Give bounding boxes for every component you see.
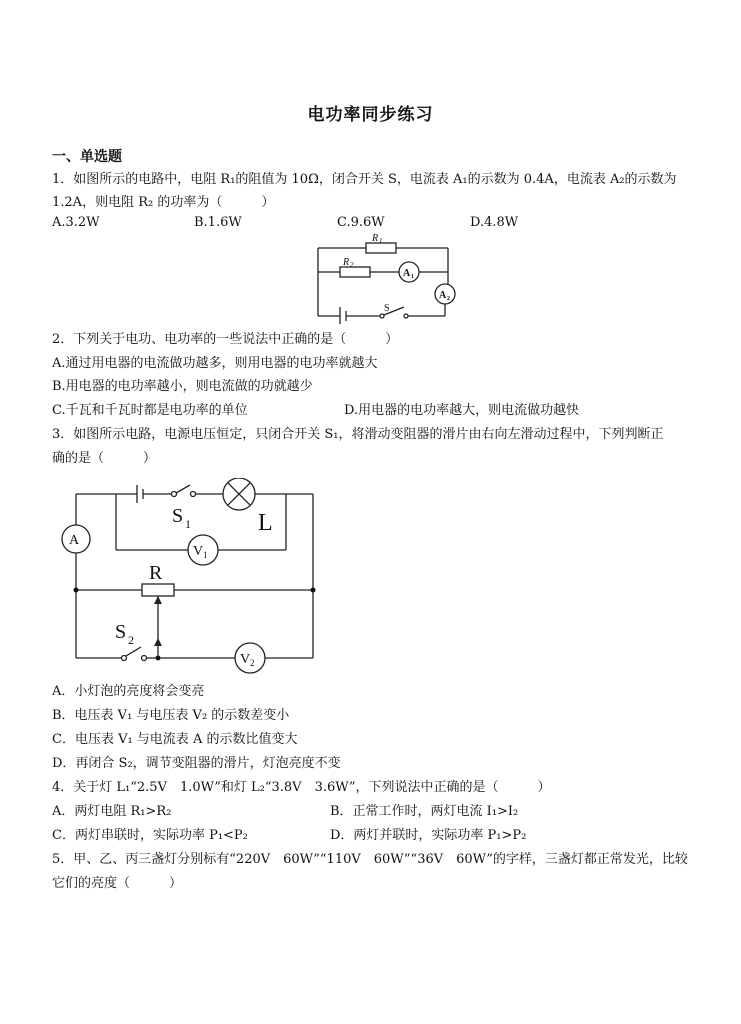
- q1-stem-line1: 1．如图所示的电路中，电阻 R₁的阻值为 10Ω，闭合开关 S，电流表 A₁的示数为 0.4A，电流表 A₂的示数为: [52, 172, 677, 187]
- q1-option-b: B.1.6W: [194, 215, 242, 230]
- q1-label-r2-sub: 2: [350, 261, 354, 269]
- q3-option-c: C．电压表 V₁ 与电流表 A 的示数比值变大: [52, 732, 298, 747]
- page-title: 电功率同步练习: [307, 105, 434, 125]
- q1-option-c: C.9.6W: [337, 215, 385, 230]
- q1-option-d: D.4.8W: [470, 215, 519, 230]
- q4-option-c: C．两灯串联时，实际功率 P₁<P₂: [52, 828, 248, 843]
- q3-label-s2-sub: 2: [128, 633, 134, 647]
- q1-label-r1-sub: 1: [379, 237, 383, 245]
- q3-circuit-diagram: [55, 478, 335, 678]
- q1-label-r1: R: [372, 233, 379, 244]
- q3-label-s1-sub: 1: [185, 517, 191, 531]
- q3-option-b: B．电压表 V₁ 与电压表 V₂ 的示数差变小: [52, 708, 290, 723]
- q1-option-a: A.3.2W: [52, 215, 100, 230]
- q3-label-lamp: L: [258, 510, 273, 536]
- q2-option-d: D.用电器的电功率越大，则电流做功越快: [344, 403, 580, 418]
- q3-label-v1: V: [193, 544, 204, 559]
- q3-option-a: A．小灯泡的亮度将会变亮: [52, 684, 205, 699]
- q1-circuit-diagram: [310, 232, 460, 324]
- q5-stem-line2: 它们的亮度（ ）: [52, 876, 183, 891]
- q1-label-a1-sub: 1: [411, 274, 414, 280]
- q1-label-a2-sub: 2: [447, 296, 450, 302]
- q3-label-s2: S: [115, 621, 127, 643]
- q2-stem: 2．下列关于电功、电功率的一些说法中正确的是（ ）: [52, 332, 399, 347]
- q3-option-d: D．再闭合 S₂，调节变阻器的滑片，灯泡亮度不变: [52, 756, 341, 771]
- q4-option-b: B．正常工作时，两灯电流 I₁>I₂: [330, 804, 519, 819]
- q3-label-v1-sub: 1: [203, 550, 208, 560]
- q2-option-c: C.千瓦和千瓦时都是电功率的单位: [52, 403, 248, 418]
- q3-label-v2: V: [240, 652, 251, 667]
- q2-option-a: A.通过用电器的电流做功越多，则用电器的电功率就越大: [52, 356, 378, 371]
- q3-stem-line2: 确的是（ ）: [52, 451, 157, 466]
- q4-option-a: A．两灯电阻 R₁>R₂: [52, 804, 172, 819]
- q3-label-v2-sub: 2: [250, 658, 255, 668]
- q1-label-a1: A: [403, 268, 411, 279]
- q5-stem-line1: 5．甲、乙、丙三盏灯分别标有“220V 60W”“110V 60W”“36V 60W”的字样，三盏灯都正常发光，比较: [52, 852, 688, 867]
- q1-label-a2: A: [439, 290, 447, 301]
- q4-option-d: D．两灯并联时，实际功率 P₁>P₂: [330, 828, 527, 843]
- q3-label-ammeter: A: [69, 533, 80, 548]
- q3-label-r: R: [149, 562, 163, 584]
- q3-stem-line1: 3．如图所示电路，电源电压恒定，只闭合开关 S₁，将滑动变阻器的滑片由右向左滑动过程中，下列判断正: [52, 427, 664, 442]
- q1-label-s: S: [384, 303, 390, 314]
- q1-label-r2: R: [343, 257, 350, 268]
- q1-stem-line2: 1.2A，则电阻 R₂ 的功率为（ ）: [52, 195, 275, 210]
- section-heading: 一、单选题: [52, 149, 122, 165]
- q3-label-s1: S: [172, 505, 184, 527]
- q4-stem: 4．关于灯 L₁“2.5V 1.0W”和灯 L₂“3.8V 3.6W”，下列说法中正确的是（ ）: [52, 780, 551, 795]
- q2-option-b: B.用电器的电功率越小，则电流做的功就越少: [52, 379, 313, 394]
